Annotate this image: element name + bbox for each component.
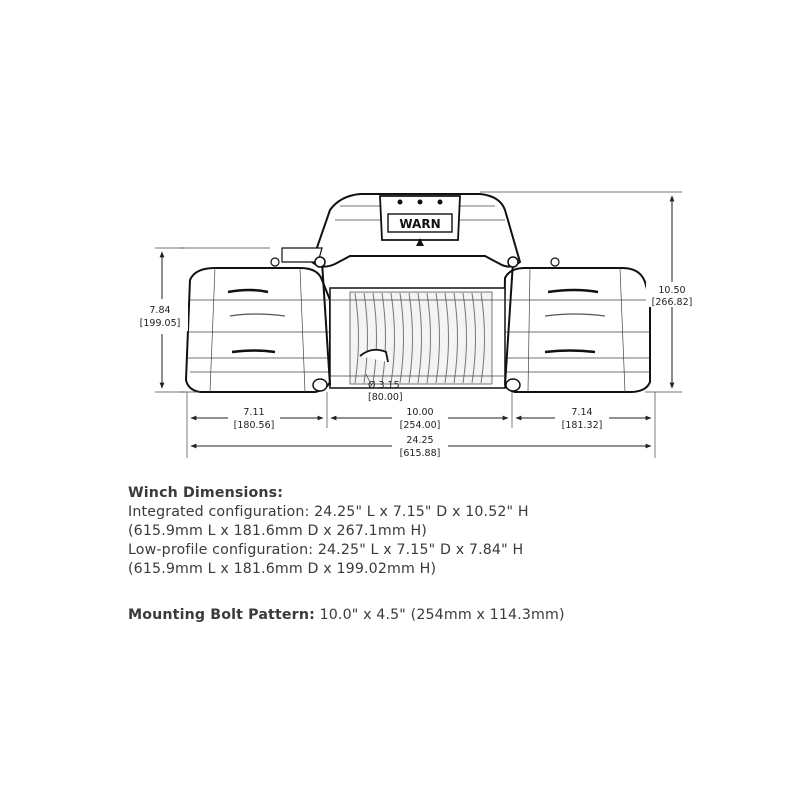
winch-illustration bbox=[186, 194, 650, 392]
right-gear-housing bbox=[503, 268, 650, 392]
bolt-pattern-value: 10.0" x 4.5" (254mm x 114.3mm) bbox=[314, 607, 565, 623]
bolt-spacing-mm: [254.00] bbox=[399, 420, 441, 431]
left-motor-housing bbox=[186, 268, 330, 392]
control-pack bbox=[271, 194, 559, 267]
bolt-pattern-heading: Mounting Bolt Pattern: bbox=[128, 607, 315, 623]
warn-logo: WARN bbox=[399, 217, 441, 231]
cable-drum bbox=[322, 262, 513, 388]
spec-line: Low-profile configuration: 24.25" L x 7.15" D x 7.84" H bbox=[128, 542, 524, 558]
bolt-spacing-in: 10.00 bbox=[406, 407, 434, 418]
spec-line: (615.9mm L x 181.6mm D x 199.02mm H) bbox=[128, 561, 437, 577]
drum-diameter-in: Ø 3.15 bbox=[368, 380, 400, 391]
winch-dimensions-heading: Winch Dimensions: bbox=[128, 485, 284, 501]
height-full-mm: [266.82] bbox=[651, 297, 693, 308]
drum-diameter-mm: [80.00] bbox=[368, 392, 403, 403]
winch-dimensions-section bbox=[128, 484, 768, 579]
left-section-mm: [180.56] bbox=[233, 420, 275, 431]
overall-length-in: 24.25 bbox=[406, 435, 434, 446]
right-section-mm: [181.32] bbox=[561, 420, 603, 431]
left-section-in: 7.11 bbox=[243, 407, 265, 418]
right-section-in: 7.14 bbox=[571, 407, 593, 418]
height-full-in: 10.50 bbox=[658, 285, 686, 296]
mounting-bolt-pattern bbox=[128, 607, 565, 623]
overall-length-mm: [615.88] bbox=[399, 448, 441, 459]
spec-line: Integrated configuration: 24.25" L x 7.15" D x 10.52" H bbox=[128, 504, 529, 520]
spec-line: (615.9mm L x 181.6mm D x 267.1mm H) bbox=[128, 523, 427, 539]
height-low-mm: [199.05] bbox=[139, 318, 181, 329]
height-low-in: 7.84 bbox=[149, 305, 171, 316]
